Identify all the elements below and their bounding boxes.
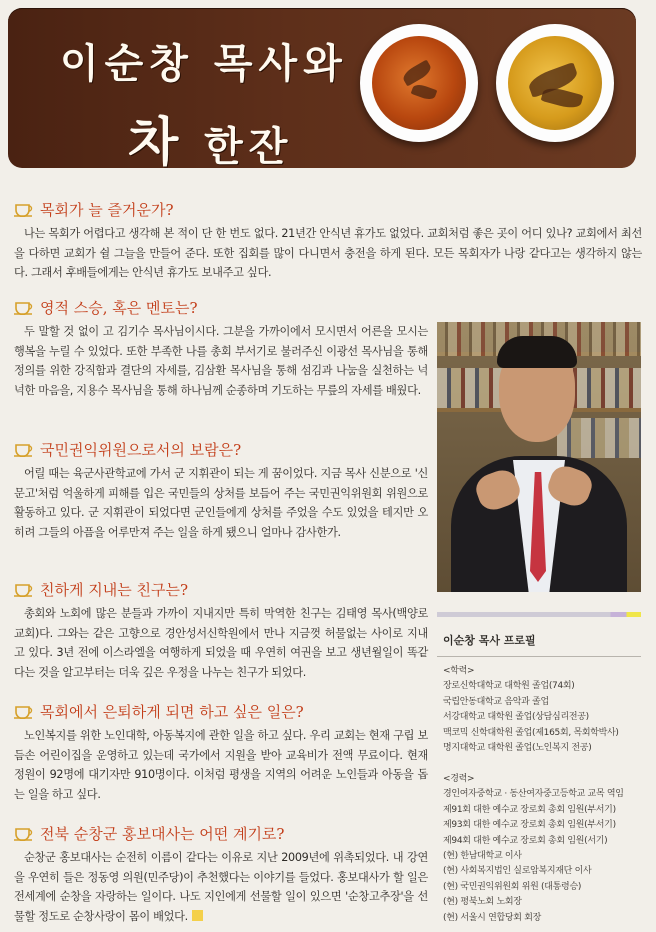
section-heading <box>14 296 428 320</box>
section-heading <box>14 198 642 222</box>
teacup-icon <box>14 705 34 719</box>
list-item: (현) 국민권익위원회 위원 (대통령승) <box>443 881 582 892</box>
section-heading <box>14 822 428 846</box>
list-item: 명지대학교 대학원 졸업(노인복지 전공) <box>443 743 592 754</box>
end-mark-icon <box>192 910 203 921</box>
portrait-photo <box>437 322 641 592</box>
section-body-text: 순창군 홍보대사는 순전히 이름이 같다는 이유로 지난 2009년에 위촉되었다. 내 강연을 우연히 들은 정동영 의원(민주당)이 추천했다는 이야기를 들었다. 홍보대사가 할 일은 전세계에 순창을 자랑하는 일이다. 나도 지인에게 선물할 일이 있으면 '순창고추장'을 선물할 정도로 순창사랑이 몸이 배었다. <box>14 851 428 923</box>
education-header: <학력> <box>443 666 475 676</box>
list-item: 제94회 대한 예수교 장로회 총회 임원(서기) <box>443 835 608 846</box>
qa-section <box>14 296 428 400</box>
qa-section <box>14 700 428 804</box>
banner-title-line1: 이순창 목사와 <box>60 41 348 87</box>
list-item: (현) 한남대학교 이사 <box>443 851 522 862</box>
banner-title-big: 차 <box>128 113 185 168</box>
person-hair <box>497 336 577 368</box>
section-body: 총회와 노회에 많은 분들과 가까이 지내지만 특히 막역한 친구는 김태영 목사(백양로 교회)다. 그와는 같은 고향으로 경안성서신학원에서 만나 지금껏 허물없는 사이로 지내고 있다. 3년 전에 이스라엘을 여행하게 되었을 때 우연히 여권을 보고 생년월일이 똑같다는 것을 알고부터는 더욱 깊은 우정을 나누는 친구가 되었다. <box>14 607 428 679</box>
teacup-icon <box>14 443 34 457</box>
header-banner <box>8 8 636 168</box>
list-item: (현) 사회복지법인 실로암복지재단 이사 <box>443 866 592 877</box>
list-item: 제91회 대한 예수교 장로회 총회 임원(부서기) <box>443 804 616 815</box>
list-item: (현) 평북노회 노회장 <box>443 897 522 908</box>
section-heading-text: 목회에서 은퇴하게 되면 하고 싶은 일은? <box>40 703 304 721</box>
banner-title-rest: 한잔 <box>204 124 294 168</box>
section-heading-text: 목회가 늘 즐거운가? <box>40 201 174 219</box>
career-header: <경력> <box>443 774 475 784</box>
profile-divider-bar <box>437 612 641 617</box>
teacup-icon <box>14 203 34 217</box>
qa-section <box>14 198 642 283</box>
list-item: 맥코믹 신학대학원 졸업(제165회, 목회학박사) <box>443 727 619 738</box>
section-heading <box>14 578 428 602</box>
qa-section <box>14 822 428 926</box>
section-heading <box>14 700 428 724</box>
section-heading-text: 친하게 지내는 친구는? <box>40 581 188 599</box>
list-item: 장로신학대학교 대학원 졸업(74회) <box>443 681 575 692</box>
red-tea-icon <box>372 36 466 130</box>
section-body: 나는 목회가 어렵다고 생각해 본 적이 단 한 번도 없다. 21년간 안식년 휴가도 없었다. 교회처럼 좋은 곳이 어디 있나? 교회에서 최선을 다하면 교회가 쉴 그늘을 만들어 준다. 또한 집회를 많이 다니면서 충전을 하게 된다. 모든 목회자가 나랑 같다고는 생각하지 않는다. 그래서 후배들에게는 안식년 휴가도 보내주고 싶다. <box>14 227 642 280</box>
banner-title-line2 <box>128 100 293 168</box>
education-list <box>443 664 619 756</box>
section-heading <box>14 438 428 462</box>
section-heading-text: 국민권익위원으로서의 보람은? <box>40 441 242 459</box>
list-item: 제93회 대한 예수교 장로회 총회 임원(부서기) <box>443 820 616 831</box>
profile-divider <box>437 656 641 657</box>
teacup-icon <box>14 827 34 841</box>
profile-title: 이순창 목사 프로필 <box>443 634 536 647</box>
qa-section <box>14 578 428 682</box>
section-body: 어릴 때는 육군사관학교에 가서 군 지휘관이 되는 게 꿈이었다. 지금 목사 신분으로 '신문고'처럼 억울하게 피해를 입은 국민들의 상처를 보듬어 주는 국민권익위원회 위원으로 활동하고 있다. 군 지휘관이 되었다면 군인들에게 상처를 주었을 수도 있었을 테지만 오히려 그들의 아픔을 어루만져 주는 일을 하게 됐으니 얼마나 감사한가. <box>14 467 428 539</box>
list-item: 경인여자중학교 · 동산여자중고등학교 교목 역임 <box>443 789 624 800</box>
teacup-icon <box>14 583 34 597</box>
list-item: (현) 서울시 연합당회 회장 <box>443 912 542 923</box>
section-body: 두 말할 것 없이 고 김기수 목사님이시다. 그분을 가까이에서 모시면서 어른을 모시는 행복을 누릴 수 있었다. 또한 부족한 나를 총회 부서기로 불러주신 이광선 목사님을 통해 정의를 위한 강직함과 결단의 자세를, 김삼환 목사님을 통해 섬김과 나눔을 실천하는 넉넉한 마음을, 지용수 목사님을 통해 하나님께 순종하며 기도하는 무릎의 자세를 배웠다. <box>14 325 428 397</box>
teacup-icon <box>14 301 34 315</box>
section-body: 노인복지를 위한 노인대학, 아동복지에 관한 일을 하고 싶다. 우리 교회는 현재 구립 보듬손 어린이집을 운영하고 있는데 국가에서 지원을 받아 교육비가 전액 무료이다. 현재 정원이 92명에 대기자만 910명이다. 이처럼 평생을 지역의 어려운 노인들과 아동을 돕는 일을 하고 싶다. <box>14 729 428 801</box>
yellow-tea-icon <box>508 36 602 130</box>
qa-section <box>14 438 428 542</box>
list-item: 국립안동대학교 음악과 졸업 <box>443 696 549 707</box>
section-heading-text: 영적 스승, 혹은 멘토는? <box>40 299 198 317</box>
tea-cup-icon <box>496 24 614 142</box>
section-heading-text: 전북 순창군 홍보대사는 어떤 계기로? <box>40 825 285 843</box>
tea-cup-icon <box>360 24 478 142</box>
list-item: 서강대학교 대학원 졸업(상담심리전공) <box>443 712 589 723</box>
career-list <box>443 772 624 926</box>
section-body <box>14 848 428 926</box>
